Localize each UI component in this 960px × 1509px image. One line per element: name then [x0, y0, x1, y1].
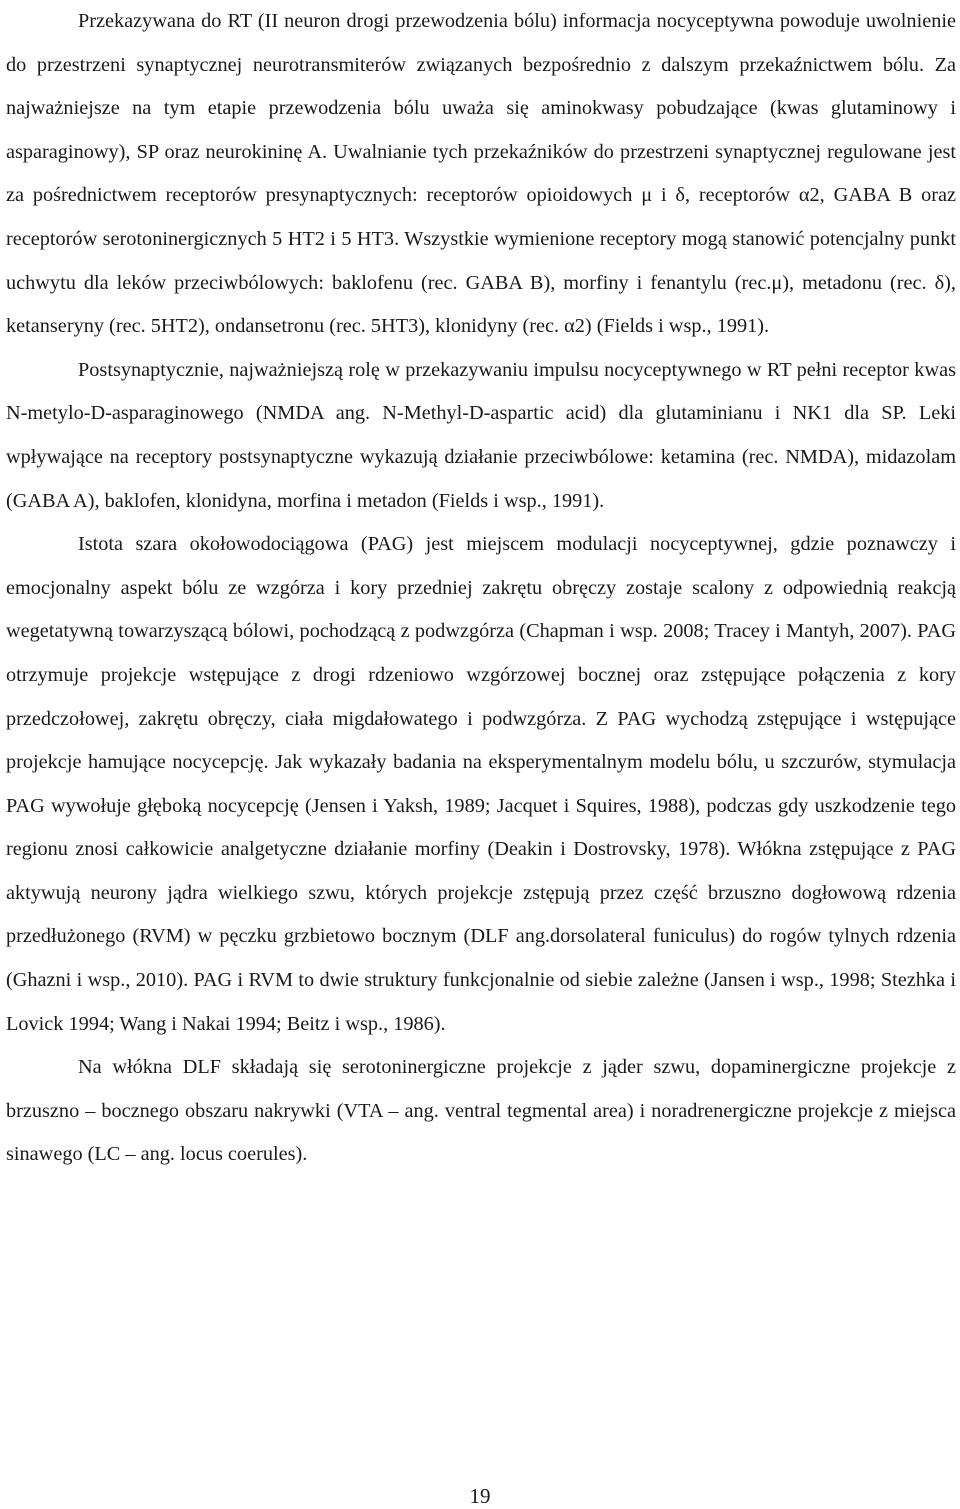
page-number: 19 [469, 1484, 491, 1508]
paragraph-presynaptic-receptors: Przekazywana do RT (II neuron drogi przewodzenia bólu) informacja nocyceptywna powoduje uwolnienie do przestrzeni synaptycznej neurotransmiterów związanych bezpośrednio z dalszym przekaźnictwem bólu. Za najważniejsze na tym etapie przewodzenia bólu uważa się aminokwasy pobudzające (kwas glutaminowy i asparaginowy), SP oraz neurokininę A. Uwalnianie tych przekaźników do przestrzeni synaptycznej regulowane jest za pośrednictwem receptorów presynaptycznych: receptorów opioidowych μ i δ, receptorów α2, GABA B oraz receptorów serotoninergicznych 5 HT2 i 5 HT3. Wszystkie wymienione receptory mogą stanowić potencjalny punkt uchwytu dla leków przeciwbólowych: baklofenu (rec. GABA B), morfiny i fenantylu (rec.μ), metadonu (rec. δ), ketanseryny (rec. 5HT2), ondansetronu (rec. 5HT3), klonidyny (rec. α2) (Fields i wsp., 1991). [6, 10, 956, 338]
document-body [6, 0, 956, 1177]
paragraph-pag-modulation: Istota szara okołowodociągowa (PAG) jest miejscem modulacji nocyceptywnej, gdzie poznawczy i emocjonalny aspekt bólu ze wzgórza i kory przedniej zakrętu obręczy zostaje scalony z odpowiednią reakcją wegetatywną towarzyszącą bólowi, pochodzącą z podwzgórza (Chapman i wsp. 2008; Tracey i Mantyh, 2007). PAG otrzymuje projekcje wstępujące z drogi rdzeniowo wzgórzowej bocznej oraz zstępujące połączenia z kory przedczołowej, zakrętu obręczy, ciała migdałowatego i podwzgórza. Z PAG wychodzą zstępujące i wstępujące projekcje hamujące nocycepcję. Jak wykazały badania na eksperymentalnym modelu bólu, u szczurów, stymulacja PAG wywołuje głęboką nocycepcję (Jensen i Yaksh, 1989; Jacquet i Squires, 1988), podczas gdy uszkodzenie tego regionu znosi całkowicie analgetyczne działanie morfiny (Deakin i Dostrovsky, 1978). Włókna zstępujące z PAG aktywują neurony jądra wielkiego szwu, których projekcje zstępują przez część brzuszno dogłowową rdzenia przedłużonego (RVM) w pęczku grzbietowo bocznym (DLF ang.dorsolateral funiculus) do rogów tylnych rdzenia (Ghazni i wsp., 2010). PAG i RVM to dwie struktury funkcjonalnie od siebie zależne (Jansen i wsp., 1998; Stezhka i Lovick 1994; Wang i Nakai 1994; Beitz i wsp., 1986). [6, 533, 956, 1035]
paragraph-dlf-fibers: Na włókna DLF składają się serotoninergiczne projekcje z jąder szwu, dopaminergiczne projekcje z brzuszno – bocznego obszaru nakrywki (VTA – ang. ventral tegmental area) i noradrenergiczne projekcje z miejsca sinawego (LC – ang. locus coerules). [6, 1056, 956, 1166]
paragraph-postsynaptic-receptors: Postsynaptycznie, najważniejszą rolę w przekazywaniu impulsu nocyceptywnego w RT pełni receptor kwas N-metylo-D-asparaginowego (NMDA ang. N-Methyl-D-aspartic acid) dla glutaminianu i NK1 dla SP. Leki wpływające na receptory postsynaptyczne wykazują działanie przeciwbólowe: ketamina (rec. NMDA), midazolam (GABA A), baklofen, klonidyna, morfina i metadon (Fields i wsp., 1991). [6, 358, 956, 512]
